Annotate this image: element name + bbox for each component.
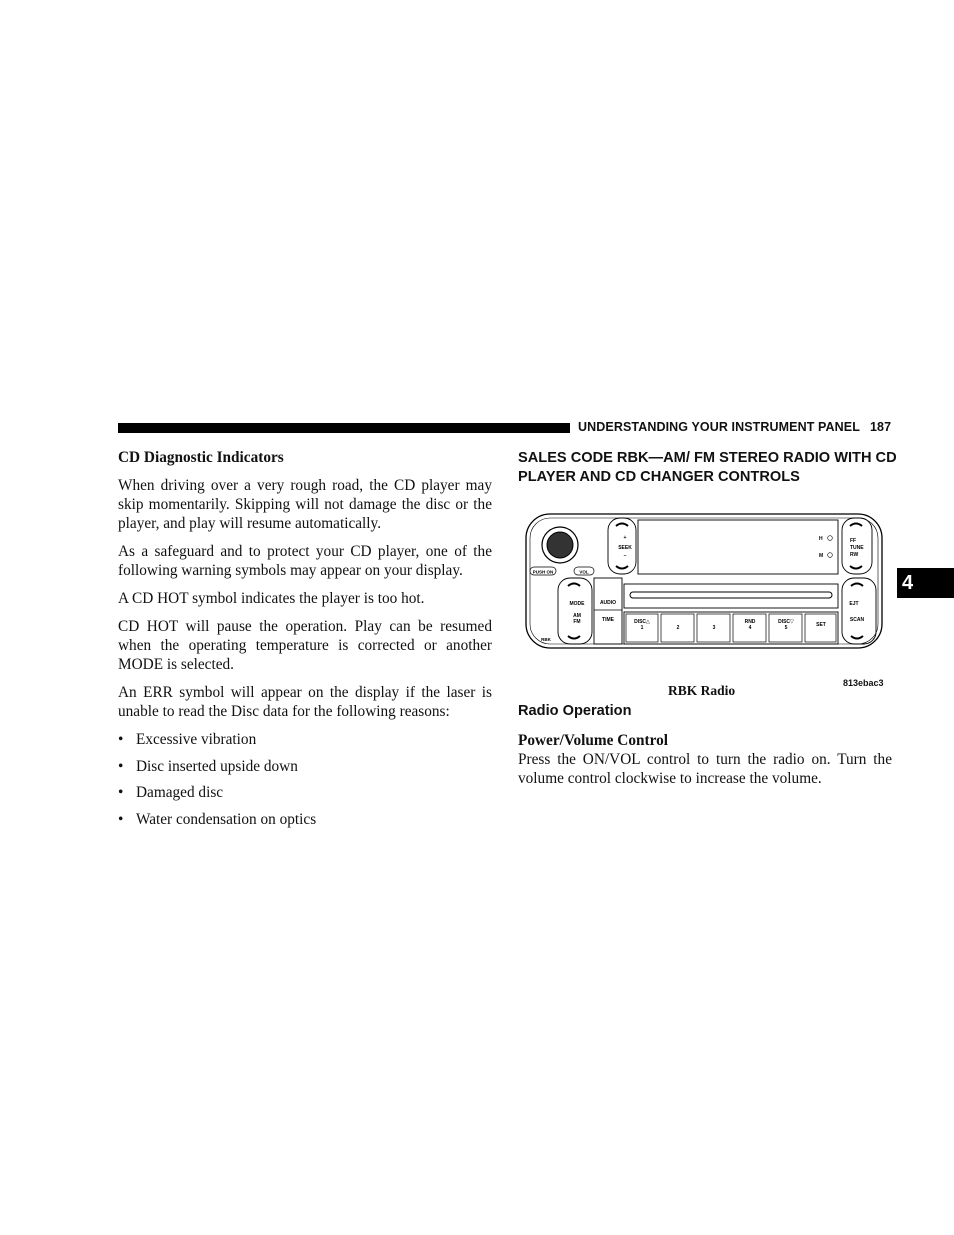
list-item-text: Disc inserted upside down [136, 757, 298, 775]
rbk-radio-illustration [524, 512, 884, 652]
fm-label: FM [573, 619, 581, 625]
chapter-tab: 4 [897, 568, 954, 598]
bullet-icon: • [118, 731, 124, 748]
running-header [578, 420, 892, 434]
paragraph-2: As a safeguard and to protect your CD player, one of the following warning symbols may appear on your display. [118, 543, 492, 579]
preset-2-label: 2 [676, 625, 680, 631]
am-label: AM [573, 613, 581, 619]
paragraph-5: An ERR symbol will appear on the display if the laser is unable to read the Disc data for the following reasons: [118, 684, 492, 720]
audio-label: AUDIO [599, 600, 617, 606]
right-column [518, 731, 892, 788]
bullet-icon: • [118, 784, 124, 802]
bullet-icon: • [118, 757, 124, 775]
figure-caption: RBK Radio [668, 683, 736, 698]
scan-label: SCAN [849, 617, 865, 623]
paragraph-1: When driving over a very rough road, the CD player may skip momentarily. Skipping will not damage the disc or the player, and play will resume automatically. [118, 477, 492, 532]
rnd-label: RND [744, 619, 756, 625]
list-item-text: Water condensation on optics [136, 810, 317, 828]
radio-operation-heading: Radio Operation [518, 703, 632, 719]
disc-up-label: DISC△ [634, 619, 650, 625]
list-item [118, 757, 492, 776]
seek-plus-label: + [623, 535, 627, 541]
preset-3-label: 3 [712, 625, 716, 631]
header-rule [118, 423, 570, 433]
list-item [118, 783, 492, 802]
rw-label: RW [850, 552, 859, 558]
vol-label: VOL [579, 569, 589, 575]
header-section-title: UNDERSTANDING YOUR INSTRUMENT PANEL [578, 420, 860, 434]
bullet-icon: • [118, 810, 124, 828]
preset-5-label: 5 [784, 625, 788, 631]
preset-4-label: 4 [748, 625, 752, 631]
cd-diagnostic-heading: CD Diagnostic Indicators [118, 449, 284, 466]
paragraph-3: A CD HOT symbol indicates the player is too hot. [118, 590, 425, 607]
ejt-label: EJT [849, 601, 859, 607]
preset-1-label: 1 [640, 625, 644, 631]
list-item [118, 730, 492, 749]
list-item-text: Damaged disc [136, 784, 224, 802]
h-label: H [819, 536, 823, 542]
list-item [118, 810, 492, 829]
power-volume-text: Press the ON/VOL control to turn the radio on. Turn the volume control clockwise to increase the volume. [518, 751, 892, 787]
list-item-text: Excessive vibration [136, 731, 257, 748]
page-number: 187 [869, 420, 892, 434]
push-on-label: PUSH ON [532, 569, 554, 575]
rbk-label: RBK [541, 637, 551, 642]
reason-list [118, 730, 492, 829]
section-title: SALES CODE RBK—AM/ FM STEREO RADIO WITH CD PLAYER AND CD CHANGER CONTROLS [518, 450, 897, 485]
tune-label: TUNE [850, 545, 864, 551]
figure-id: 813ebac3 [843, 678, 884, 688]
ff-label: FF [850, 538, 857, 544]
seek-minus-label: – [623, 553, 627, 559]
seek-label: SEEK [618, 545, 632, 551]
time-label: TIME [602, 617, 614, 623]
paragraph-4: CD HOT will pause the operation. Play can be resumed when the operating temperature is corrected or another MODE is selected. [118, 618, 492, 673]
m-label: M [819, 553, 824, 559]
power-volume-heading: Power/Volume Control [518, 732, 668, 749]
left-column [118, 448, 492, 836]
set-label: SET [816, 622, 826, 628]
disc-down-label: DISC▽ [778, 619, 794, 625]
mode-label: MODE [569, 601, 585, 607]
